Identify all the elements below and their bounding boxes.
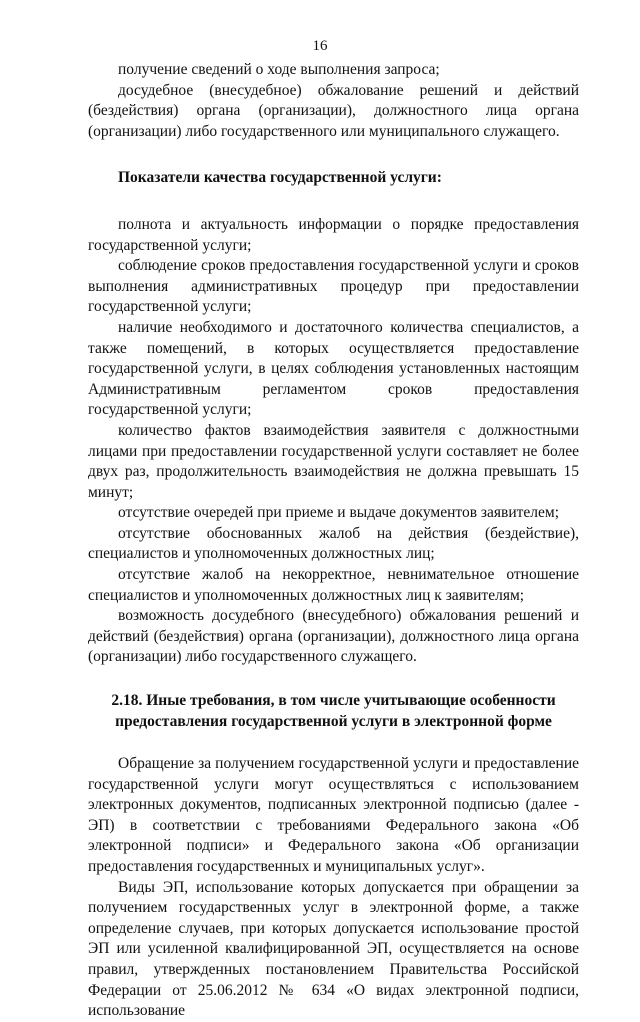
section-heading-line: 2.18. Иные требования, в том числе учитывающие особенности	[111, 692, 556, 710]
quality-item: отсутствие обоснованных жалоб на действия (бездействие), специалистов и уполномоченных должностных лиц;	[88, 524, 579, 563]
section-paragraph: Виды ЭП, использование которых допускается при обращении за получением государственных услуг в электронной форме, а также определение случаев, при которых допускается использование простой ЭП или усиленной квалифицированной ЭП, осуществляется на основе правил, утвержденных постановлением Правительства Российской Федерации от 25.06.2012 № 634 «О видах электронной подписи, использование	[88, 878, 579, 1020]
intro-item: досудебное (внесудебное) обжалование решений и действий (бездействия) органа (организации), должностного лица органа (организации) либо государственного или муниципального служащего.	[88, 81, 579, 140]
document-body	[88, 60, 579, 1022]
quality-item: соблюдение сроков предоставления государственной услуги и сроков выполнения административных процедур при предоставлении государственной услуги;	[88, 257, 579, 316]
quality-heading: Показатели качества государственной услуги:	[118, 169, 442, 187]
intro-item: получение сведений о ходе выполнения запроса;	[118, 61, 440, 78]
page-number: 16	[312, 38, 328, 54]
section-heading-line: предоставления государственной услуги в электронной форме	[115, 713, 552, 731]
quality-item: отсутствие очередей при приеме и выдаче документов заявителем;	[118, 504, 560, 522]
quality-item: наличие необходимого и достаточного количества специалистов, а также помещений, в которых осуществляется предоставление государственной услуги, в целях соблюдения установленных настоящим Административным регламентом сроков предоставления государственной услуги;	[88, 318, 579, 419]
section-heading	[88, 690, 579, 732]
quality-item: возможность досудебного (внесудебного) обжалования решений и действий (бездействия) органа (организации), должностного лица органа (организации) либо государственного служащего.	[88, 607, 579, 666]
quality-item: отсутствие жалоб на некорректное, невнимательное отношение специалистов и уполномоченных должностных лиц к заявителям;	[88, 566, 579, 604]
quality-item: количество фактов взаимодействия заявителя с должностными лицами при предоставлении государственной услуги составляет не более двух раз, продолжительность взаимодействия не должна превышать 15 минут;	[88, 421, 579, 501]
section-paragraph: Обращение за получением государственной услуги и предоставление государственной услуги могут осуществляться с использованием электронных документов, подписанных электронной подписью (далее - ЭП) в соответствии с требованиями Федерального закона «Об электронной подписи» и Федерального закона «Об организации предоставления государственных и муниципальных услуг».	[88, 755, 579, 875]
quality-item: полнота и актуальность информации о порядке предоставления государственной услуги;	[88, 215, 579, 254]
